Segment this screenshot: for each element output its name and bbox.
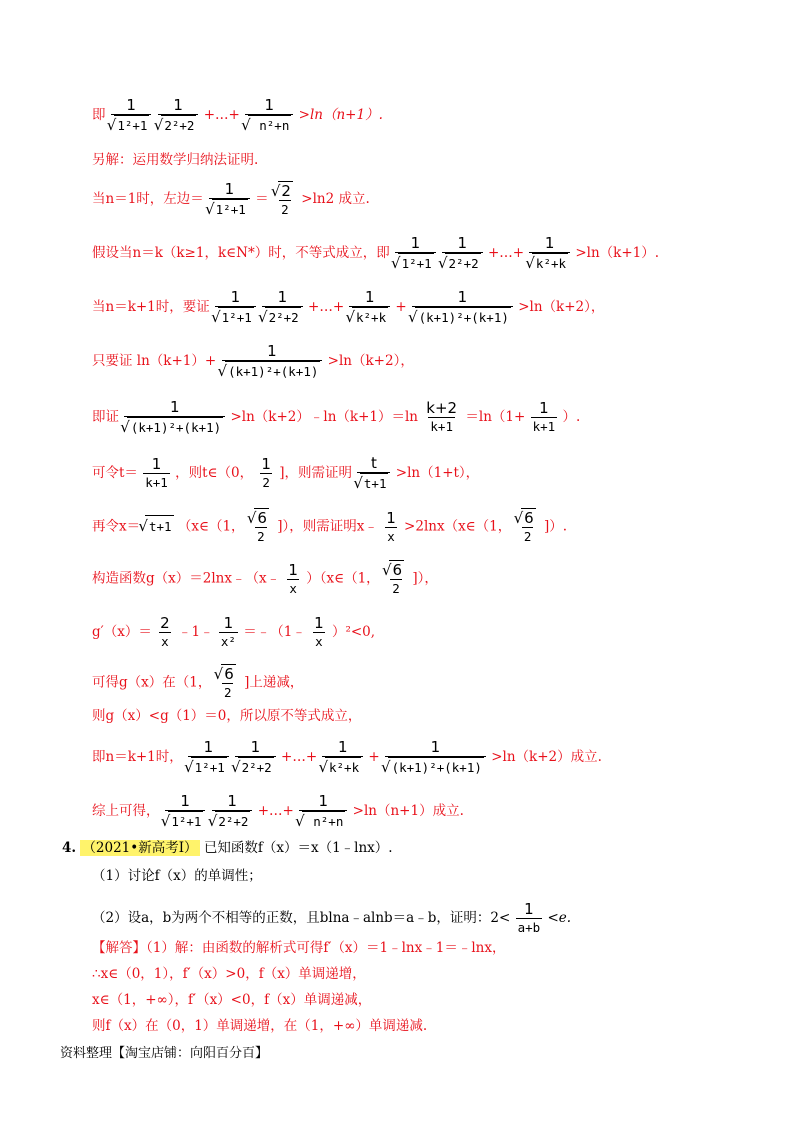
fraction: 1 √ 1²+1 — [165, 792, 206, 831]
text: 构造函数g（x）＝2lnx﹣（x﹣ — [92, 570, 281, 587]
line-14: 即n＝k+1时， 1 √ 1²+1 1 √ 2²+2 +…+ 1 √ k²+k + 1 √ (k+1)²+(k+1) >ln（k+2）成立. — [92, 738, 602, 777]
text: >ln（k+2）， — [518, 299, 605, 315]
text: 可令t＝ — [92, 465, 138, 481]
question-4-header — [62, 838, 393, 858]
fraction: 1 2 — [261, 455, 271, 490]
text: ）²<0, — [331, 624, 376, 640]
text: 只要证 ln（k+1）+ — [92, 353, 217, 369]
text: >2lnx（x∈（1， — [404, 518, 512, 535]
fraction: 1 √ k²+k — [529, 234, 570, 273]
line-15 — [92, 792, 464, 831]
text: 当n＝1时，左边＝ — [92, 191, 204, 207]
fraction: 1 k+1 — [532, 399, 556, 434]
fraction: √ 6 2 — [250, 508, 272, 546]
fraction: 1 √ n²+n — [245, 96, 293, 135]
text: 即证 — [92, 409, 119, 425]
fraction: 1 √ 1²+1 — [111, 96, 152, 135]
line-6 — [92, 342, 414, 381]
line-4 — [92, 234, 659, 273]
fraction: 1 √ 1²+1 — [215, 288, 256, 327]
text: 即 — [92, 107, 106, 123]
fraction: t √ t+1 — [357, 454, 390, 493]
text: >ln（k+2）成立. — [491, 749, 602, 765]
fraction: 1 √ 1²+1 — [209, 180, 250, 219]
text: +…+ — [308, 299, 345, 315]
text: +…+ — [487, 245, 525, 261]
text: >ln（k+2）， — [327, 353, 414, 369]
line-11 — [92, 614, 375, 651]
fraction: 1 x — [314, 614, 324, 649]
fraction: 1 x — [288, 560, 298, 596]
question-part-1: （1）讨论f（x）的单调性； — [92, 868, 262, 884]
fraction: 1 √ k²+k — [322, 738, 363, 777]
line-12 — [92, 664, 303, 702]
text: ]）， — [412, 570, 438, 587]
fraction: √ 6 2 — [385, 560, 407, 598]
question-part-2 — [92, 900, 571, 937]
fraction: √ 2 2 — [274, 181, 296, 219]
text: 当n＝k+1时，要证 — [92, 299, 210, 315]
text: >ln（k+1）. — [575, 245, 660, 261]
fraction: 1 a+b — [517, 900, 541, 935]
fraction: 1 √ 1²+1 — [188, 738, 229, 777]
line-5: 当n＝k+1时，要证 1 √ 1²+1 1 √ 2²+2 +…+ 1 √ k²+k + 1 √ (k+1)²+(k+1) >ln（k+2）， — [92, 288, 604, 327]
fraction: 1 √ 2²+2 — [235, 738, 276, 777]
fraction: 1 √ 2²+2 — [212, 792, 253, 831]
question-number: 4. — [62, 840, 77, 856]
line-10 — [92, 560, 438, 598]
text: 再令x＝ — [92, 518, 141, 535]
text: ]上递减， — [244, 674, 304, 691]
question-text: 已知函数f（x）＝x（1﹣lnx）. — [203, 840, 393, 856]
question-source-tag: （2021•新高考Ⅰ） — [82, 840, 198, 856]
fraction: 1 x — [386, 508, 396, 544]
answer-line-2: ∴x∈（0，1），f′（x）>0，f（x）单调递增， — [92, 966, 366, 982]
text: >ln2 成立. — [301, 191, 370, 207]
text: g′（x）＝ — [92, 624, 152, 640]
answer-line-1: 【解答】（1）解：由函数的解析式可得f′（x）＝1﹣lnx﹣1＝﹣lnx， — [92, 940, 506, 956]
text: 假设当n＝k（k≥1，k∈N*）时，不等式成立，即 — [92, 245, 390, 261]
footer-source: 资料整理【淘宝店铺：向阳百分百】 — [60, 1046, 269, 1061]
fraction: 1 √ (k+1)²+(k+1) — [222, 342, 323, 381]
fraction: k+2 k+1 — [426, 399, 458, 434]
fraction: 1 √ (k+1)²+(k+1) — [385, 738, 486, 777]
text: （2）设a，b为两个不相等的正数，且blna﹣alnb＝a﹣b，证明：2< — [92, 910, 511, 926]
text: ]，则需证明 — [279, 465, 353, 481]
line-2: 另解：运用数学归纳法证明. — [92, 152, 259, 168]
line-13: 则g（x）<g（1）＝0，所以原不等式成立， — [92, 708, 362, 724]
text: ＝ln（1+ — [465, 409, 526, 425]
text: ﹣1﹣ — [177, 624, 214, 640]
fraction: √ 6 2 — [217, 664, 239, 702]
fraction: 1 √ 2²+2 — [262, 288, 303, 327]
text: ＝﹣（1﹣ — [243, 624, 306, 640]
text: ]），则需证明x﹣ — [277, 518, 378, 535]
text: （x∈（1， — [177, 518, 245, 535]
fraction: 1 √ 1²+1 — [395, 234, 436, 273]
fraction: 1 x² — [220, 614, 236, 649]
fraction: 1 √ (k+1)²+(k+1) — [412, 288, 513, 327]
line-3 — [92, 180, 370, 219]
text: >ln（k+2）﹣ln（k+1）＝ln — [230, 409, 418, 425]
fraction: 2 x — [160, 614, 170, 649]
text: ，则t∈（0， — [175, 465, 254, 481]
fraction: 1 √ k²+k — [349, 288, 390, 327]
text: +…+ — [257, 803, 294, 819]
fraction: 1 √ 2²+2 — [158, 96, 199, 135]
fraction: 1 √ n²+n — [299, 792, 347, 831]
fraction: √ 6 2 — [517, 508, 539, 546]
answer-line-3: x∈（1，+∞），f′（x）<0，f（x）单调递减， — [92, 992, 372, 1008]
line-1 — [92, 96, 383, 135]
text: 即n＝k+1时， — [92, 749, 183, 765]
line-9: 再令x＝ √ t+1 （x∈（1， √ 6 2 ]），则需证明x﹣ 1 x >2lnx（x∈（1， √ 6 2 ]）. — [92, 508, 567, 546]
text: ]）. — [543, 518, 568, 535]
fraction: 1 √ 2²+2 — [442, 234, 483, 273]
answer-line-4: 则f（x）在（0，1）单调递增，在（1，+∞）单调递减. — [92, 1018, 428, 1034]
text: >ln（n+1）. — [298, 107, 383, 123]
text: <e. — [547, 910, 572, 926]
text: 可得g（x）在（1， — [92, 674, 212, 691]
line-7 — [92, 398, 580, 437]
text: +…+ — [281, 749, 318, 765]
text: >ln（n+1）成立. — [352, 803, 464, 819]
text: ）（x∈（1， — [306, 570, 380, 587]
text: 综上可得， — [92, 803, 160, 819]
text: >ln（1+t）， — [395, 465, 480, 481]
text: ）. — [562, 409, 581, 425]
line-8 — [92, 454, 479, 493]
text: ＝ — [255, 191, 269, 207]
fraction: 1 k+1 — [145, 455, 168, 490]
fraction: 1 √ (k+1)²+(k+1) — [124, 398, 225, 437]
text: +…+ — [203, 107, 240, 123]
